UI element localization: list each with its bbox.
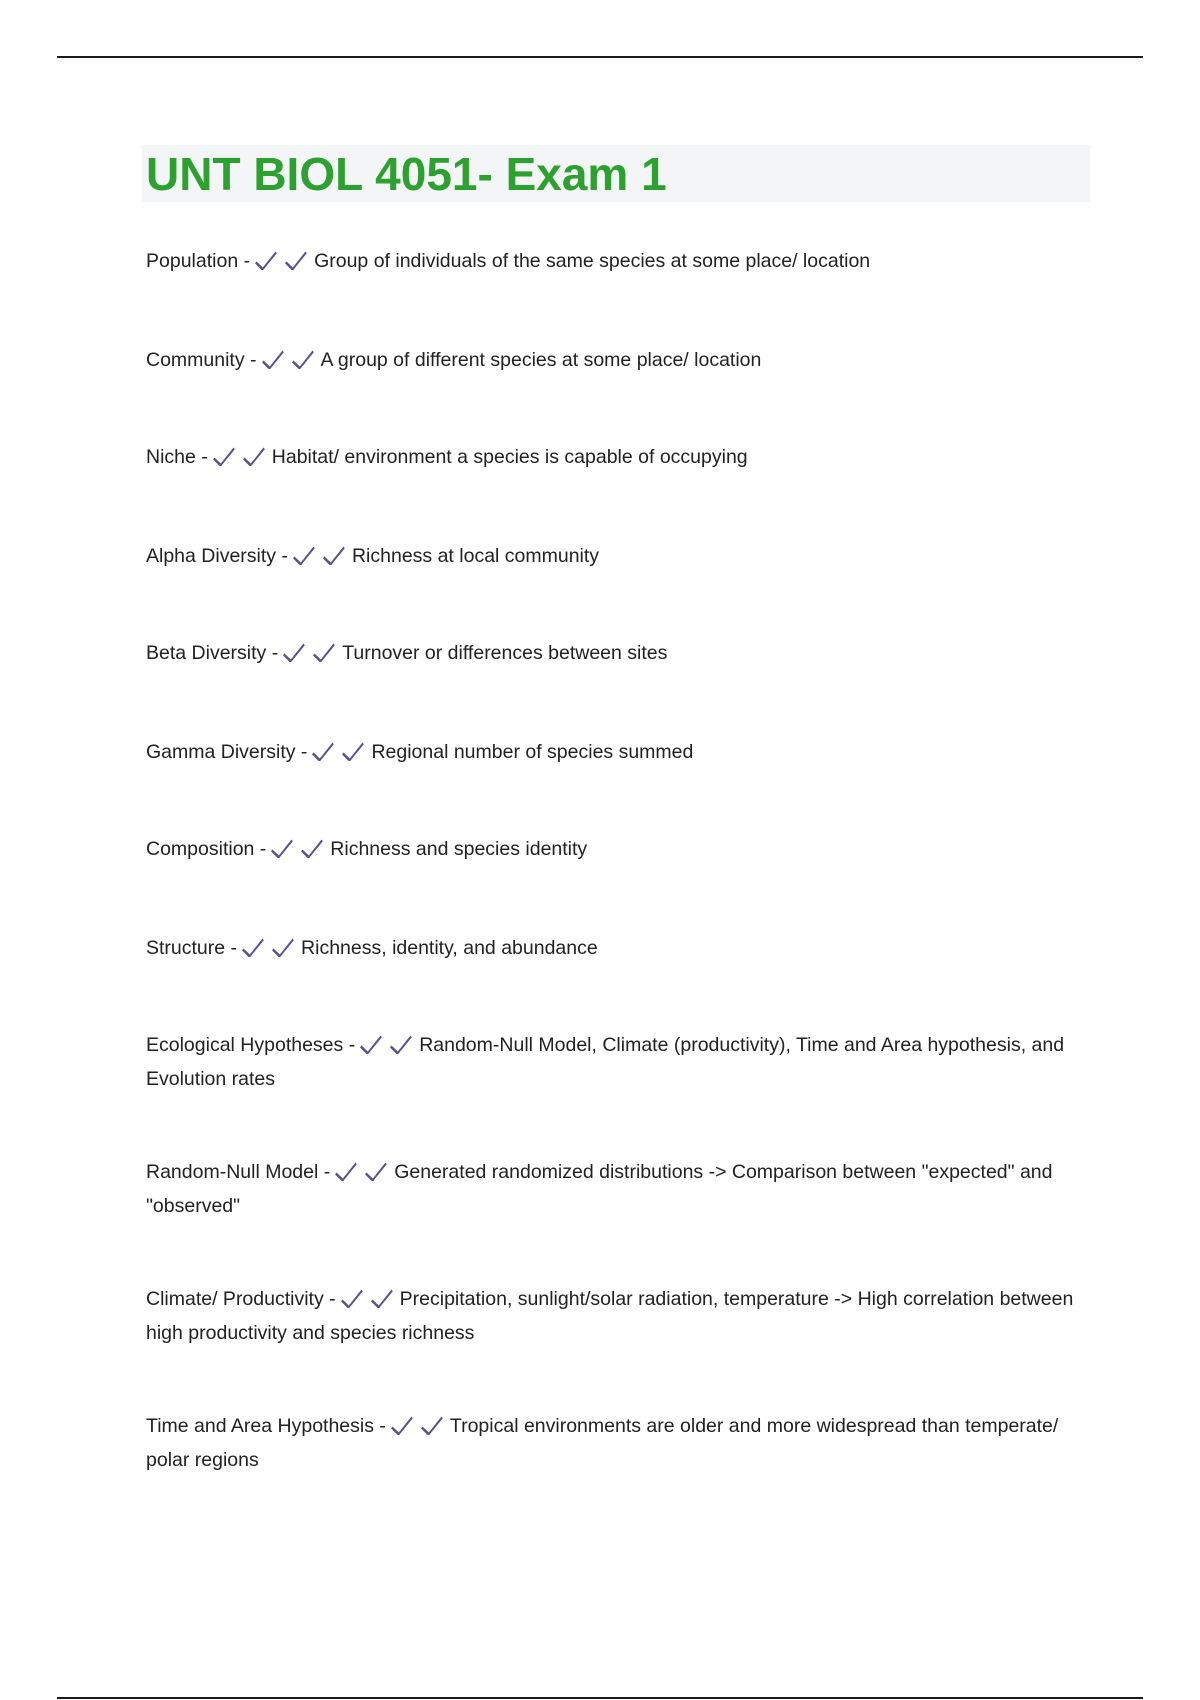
list-item [146, 737, 1076, 771]
double-checkmark-icon [261, 348, 317, 379]
term: Random-Null Model - [146, 1161, 331, 1183]
definition: Generated randomized distributions -> Comparison between "expected" and "observed" [146, 1161, 1053, 1217]
definition: Random-Null Model, Climate (productivity), Time and Area hypothesis, and Evolution rates [146, 1034, 1065, 1090]
term: Composition - [146, 838, 267, 860]
checkmark-icon [242, 445, 266, 467]
list-item [146, 541, 1076, 575]
double-checkmark-icon [292, 544, 348, 575]
double-checkmark-icon [359, 1033, 415, 1064]
list-item [146, 345, 1076, 379]
checkmark-icon [311, 740, 335, 762]
checkmark-icon [282, 641, 306, 663]
checkmark-icon [284, 249, 308, 271]
definition: Richness at local community [351, 545, 600, 567]
document-title: UNT BIOL 4051- Exam 1 [146, 148, 667, 200]
double-checkmark-icon [212, 445, 268, 476]
checkmark-icon [359, 1033, 383, 1055]
list-item [146, 1411, 1076, 1475]
checkmark-icon [292, 544, 316, 566]
checkmark-icon [341, 740, 365, 762]
checkmark-icon [420, 1414, 444, 1436]
checkmark-icon [370, 1287, 394, 1309]
term: Beta Diversity - [146, 642, 279, 664]
term: Climate/ Productivity - [146, 1288, 336, 1310]
checkmark-icon [364, 1160, 388, 1182]
checkmark-icon [271, 936, 295, 958]
term: Ecological Hypotheses - [146, 1034, 356, 1056]
list-item [146, 1030, 1076, 1094]
double-checkmark-icon [390, 1414, 446, 1445]
list-item [146, 1284, 1076, 1348]
double-checkmark-icon [254, 249, 310, 280]
definition: Richness and species identity [330, 838, 588, 860]
checkmark-icon [334, 1160, 358, 1182]
double-checkmark-icon [311, 740, 367, 771]
term: Community - [146, 349, 257, 371]
checkmark-icon [340, 1287, 364, 1309]
checkmark-icon [212, 445, 236, 467]
definition: A group of different species at some place/ location [320, 349, 762, 371]
definition: Tropical environments are older and more widespread than temperate/ polar regions [146, 1415, 1059, 1471]
double-checkmark-icon [340, 1287, 396, 1318]
definition: Group of individuals of the same species at some place/ location [314, 250, 871, 272]
top-rule [57, 56, 1143, 58]
checkmark-icon [291, 348, 315, 370]
list-item [146, 638, 1076, 672]
list-item [146, 1157, 1076, 1221]
checkmark-icon [312, 641, 336, 663]
definition: Precipitation, sunlight/solar radiation, temperature -> High correlation between high productivity and species richness [146, 1288, 1074, 1344]
list-item [146, 933, 1076, 967]
term: Niche - [146, 446, 208, 468]
checkmark-icon [389, 1033, 413, 1055]
term-list [146, 246, 1076, 1475]
list-item [146, 834, 1076, 868]
definition: Turnover or differences between sites [342, 642, 668, 664]
term: Time and Area Hypothesis - [146, 1415, 386, 1437]
definition: Habitat/ environment a species is capable of occupying [271, 446, 748, 468]
checkmark-icon [322, 544, 346, 566]
double-checkmark-icon [334, 1160, 390, 1191]
definition: Richness, identity, and abundance [301, 937, 598, 959]
term: Alpha Diversity - [146, 545, 288, 567]
checkmark-icon [241, 936, 265, 958]
term: Structure - [146, 937, 238, 959]
double-checkmark-icon [282, 641, 338, 672]
double-checkmark-icon [270, 837, 326, 868]
double-checkmark-icon [241, 936, 297, 967]
list-item [146, 442, 1076, 476]
checkmark-icon [254, 249, 278, 271]
term: Population - [146, 250, 251, 272]
checkmark-icon [261, 348, 285, 370]
checkmark-icon [390, 1414, 414, 1436]
term: Gamma Diversity - [146, 741, 308, 763]
checkmark-icon [300, 837, 324, 859]
definition: Regional number of species summed [371, 741, 694, 763]
checkmark-icon [270, 837, 294, 859]
list-item [146, 246, 1076, 280]
bottom-rule [57, 1697, 1143, 1699]
